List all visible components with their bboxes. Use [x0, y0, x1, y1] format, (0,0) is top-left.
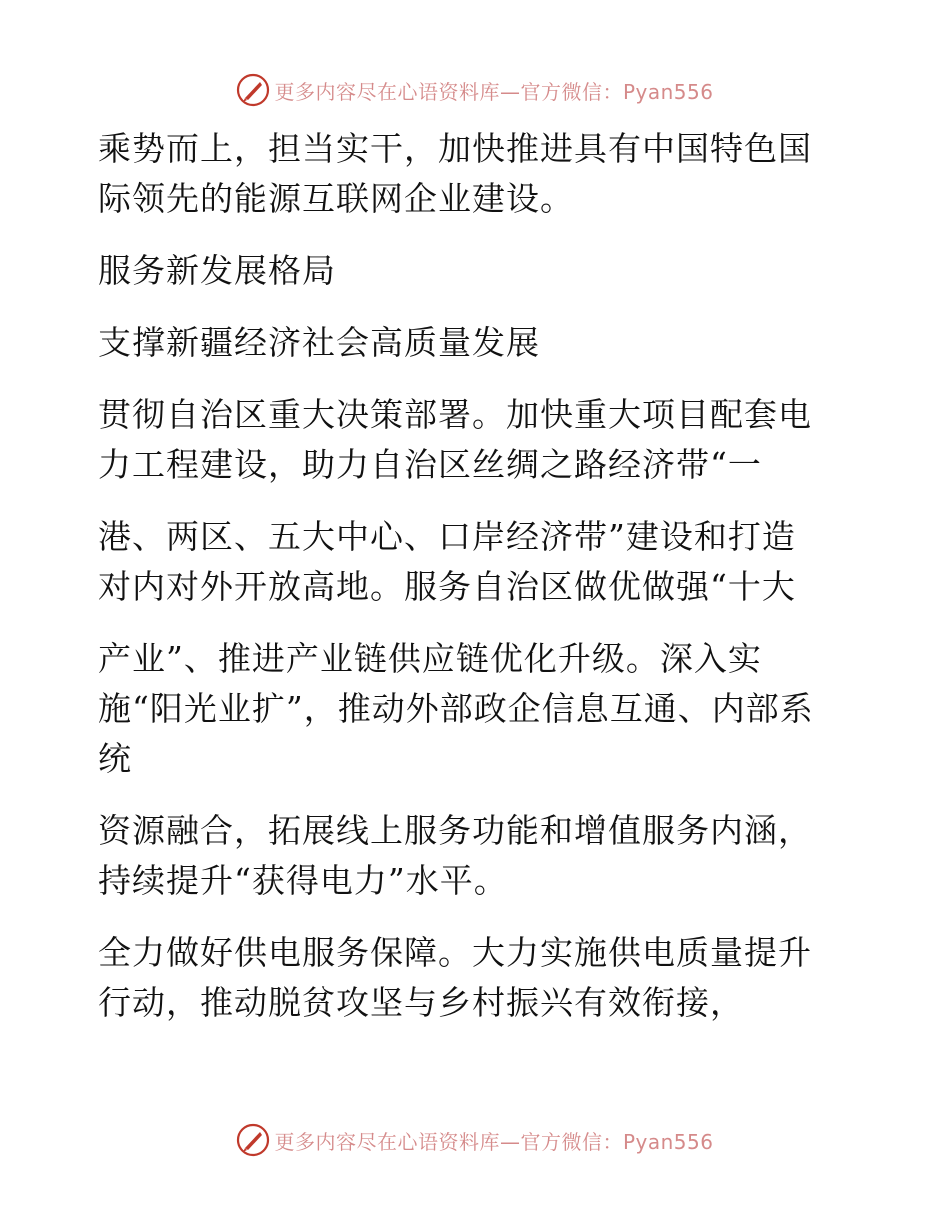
text-line: 贯彻自治区重大决策部署。加快重大项目配套电 — [98, 395, 812, 434]
feather-pen-seal-icon — [236, 73, 270, 107]
text-line: 施“阳光业扩”，推动外部政企信息互通、内部系 — [98, 689, 814, 728]
text-line: 统 — [98, 739, 132, 778]
section-subheading: 支撑新疆经济社会高质量发展 — [98, 323, 540, 362]
text-line: 资源融合，拓展线上服务功能和增值服务内涵， — [98, 811, 812, 850]
watermark-text: 更多内容尽在心语资料库—官方微信：Pyan556 — [274, 79, 714, 104]
text-line: 全力做好供电服务保障。大力实施供电质量提升 — [98, 933, 812, 972]
footer-watermark — [0, 1120, 950, 1160]
text-line: 力工程建设，助力自治区丝绸之路经济带“一 — [98, 445, 762, 484]
text-line: 乘势而上，担当实干，加快推进具有中国特色国 — [98, 129, 812, 168]
feather-pen-seal-icon — [236, 1123, 270, 1157]
text-line: 产业”、推进产业链供应链优化升级。深入实 — [98, 639, 762, 678]
header-watermark — [0, 70, 950, 110]
text-line: 际领先的能源互联网企业建设。 — [98, 179, 574, 218]
section-heading: 服务新发展格局 — [98, 251, 336, 290]
text-line: 港、两区、五大中心、口岸经济带”建设和打造 — [98, 517, 796, 556]
text-line: 行动，推动脱贫攻坚与乡村振兴有效衔接， — [98, 983, 744, 1022]
text-line: 持续提升“获得电力”水平。 — [98, 861, 508, 900]
watermark-text: 更多内容尽在心语资料库—官方微信：Pyan556 — [274, 1129, 714, 1154]
document-body — [98, 124, 858, 1028]
text-line: 对内对外开放高地。服务自治区做优做强“十大 — [98, 567, 796, 606]
